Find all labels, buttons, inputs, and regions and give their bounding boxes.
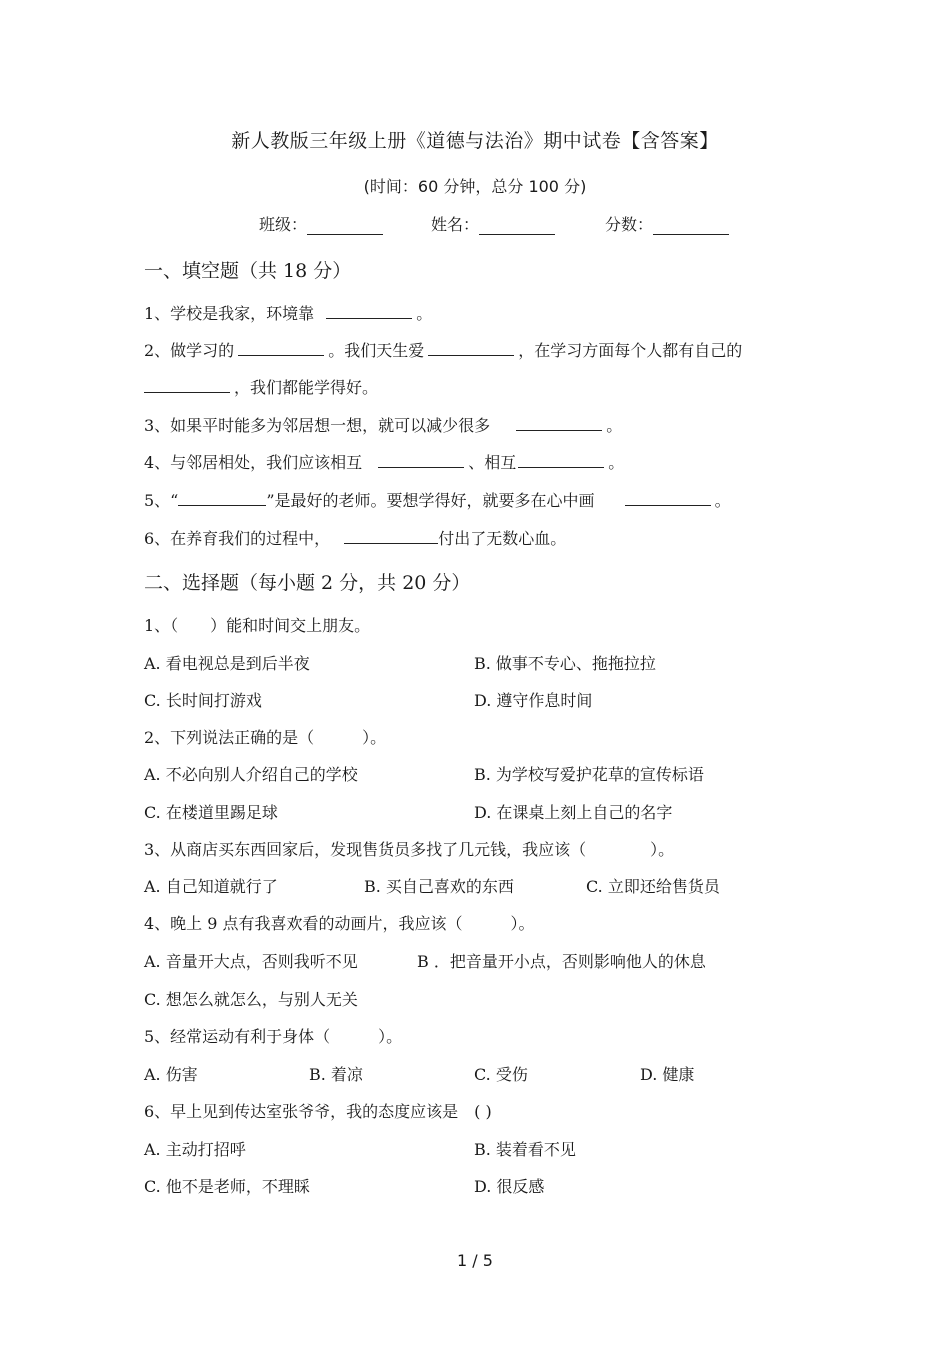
answer-blank [518,452,604,468]
name-blank [479,216,555,235]
option-1d: D. 遵守作息时间 [474,691,593,710]
answer-blank [238,340,324,356]
option-6c: C. 他不是老师，不理睬 [144,1177,310,1196]
score-label: 分数： [605,215,654,234]
option-2d: D. 在课桌上刻上自己的名字 [474,803,673,822]
answer-blank [378,452,464,468]
fill-question-2-cont: ，我们都能学得好。 [144,375,378,398]
choice-question-2: 2、下列说法正确的是（ ）。 [144,728,387,747]
option-3a: A. 自己知道就行了 [144,877,278,896]
choice-question-1: 1、（ ）能和时间交上朋友。 [144,616,371,635]
option-2c: C. 在楼道里踢足球 [144,803,278,822]
section-fill-blank-heading: 一、填空题（共 18 分） [144,260,352,282]
option-5d: D. 健康 [640,1065,695,1084]
name-field [431,212,555,235]
answer-blank [625,490,711,506]
option-6b: B. 装着看不见 [474,1140,576,1159]
option-2a: A. 不必向别人介绍自己的学校 [144,765,358,784]
fill-question-5: 5、“ ”是最好的老师。要想学得好，就要多在心中画 。 [144,491,731,510]
answer-blank [344,528,438,544]
option-5c: C. 受伤 [474,1065,528,1084]
option-3c: C. 立即还给售货员 [586,877,720,896]
answer-blank [516,415,602,431]
exam-title: 新人教版三年级上册《道德与法治》期中试卷【含答案】 [231,130,719,152]
section-choice-heading: 二、选择题（每小题 2 分，共 20 分） [144,572,471,594]
choice-question-4: 4、晚上 9 点有我喜欢看的动画片，我应该（ ）。 [144,914,535,933]
option-1a: A. 看电视总是到后半夜 [144,654,310,673]
fill-question-3: 3、如果平时能多为邻居想一想，就可以减少很多 。 [144,416,623,435]
answer-blank [326,303,412,319]
option-6d: D. 很反感 [474,1177,545,1196]
score-blank [653,216,729,235]
option-4b: B ．把音量开小点，否则影响他人的休息 [417,952,706,971]
option-5b: B. 着凉 [309,1065,363,1084]
exam-subtitle: (时间：60 分钟，总分 100 分) [363,177,587,196]
class-blank [307,216,383,235]
class-field [259,212,383,235]
option-5a: A. 伤害 [144,1065,198,1084]
fill-question-6: 6、在养育我们的过程中， 付出了无数心血。 [144,529,567,548]
option-6a: A. 主动打招呼 [144,1140,246,1159]
choice-question-5: 5、经常运动有利于身体（ ）。 [144,1027,403,1046]
page-number: 1 / 5 [457,1251,493,1270]
option-4c: C. 想怎么就怎么，与别人无关 [144,990,358,1009]
answer-blank [178,490,266,506]
fill-question-1: 1、学校是我家，环境靠 。 [144,304,433,323]
option-3b: B. 买自己喜欢的东西 [364,877,514,896]
choice-question-6: 6、早上见到传达室张爷爷，我的态度应该是 ( ) [144,1102,492,1121]
fill-question-4: 4、与邻居相处，我们应该相互 、相互 。 [144,453,625,472]
option-2b: B. 为学校写爱护花草的宣传标语 [474,765,704,784]
answer-blank [428,340,514,356]
option-1b: B. 做事不专心、拖拖拉拉 [474,654,656,673]
answer-blank [144,377,230,393]
option-1c: C. 长时间打游戏 [144,691,262,710]
fill-question-2: 2、做学习的 。我们天生爱 ，在学习方面每个人都有自己的 [144,341,743,360]
choice-question-3: 3、从商店买东西回家后，发现售货员多找了几元钱，我应该（ ）。 [144,840,675,859]
class-label: 班级： [259,215,308,234]
option-4a: A. 音量开大点，否则我听不见 [144,952,358,971]
score-field [605,212,729,235]
name-label: 姓名： [431,215,480,234]
